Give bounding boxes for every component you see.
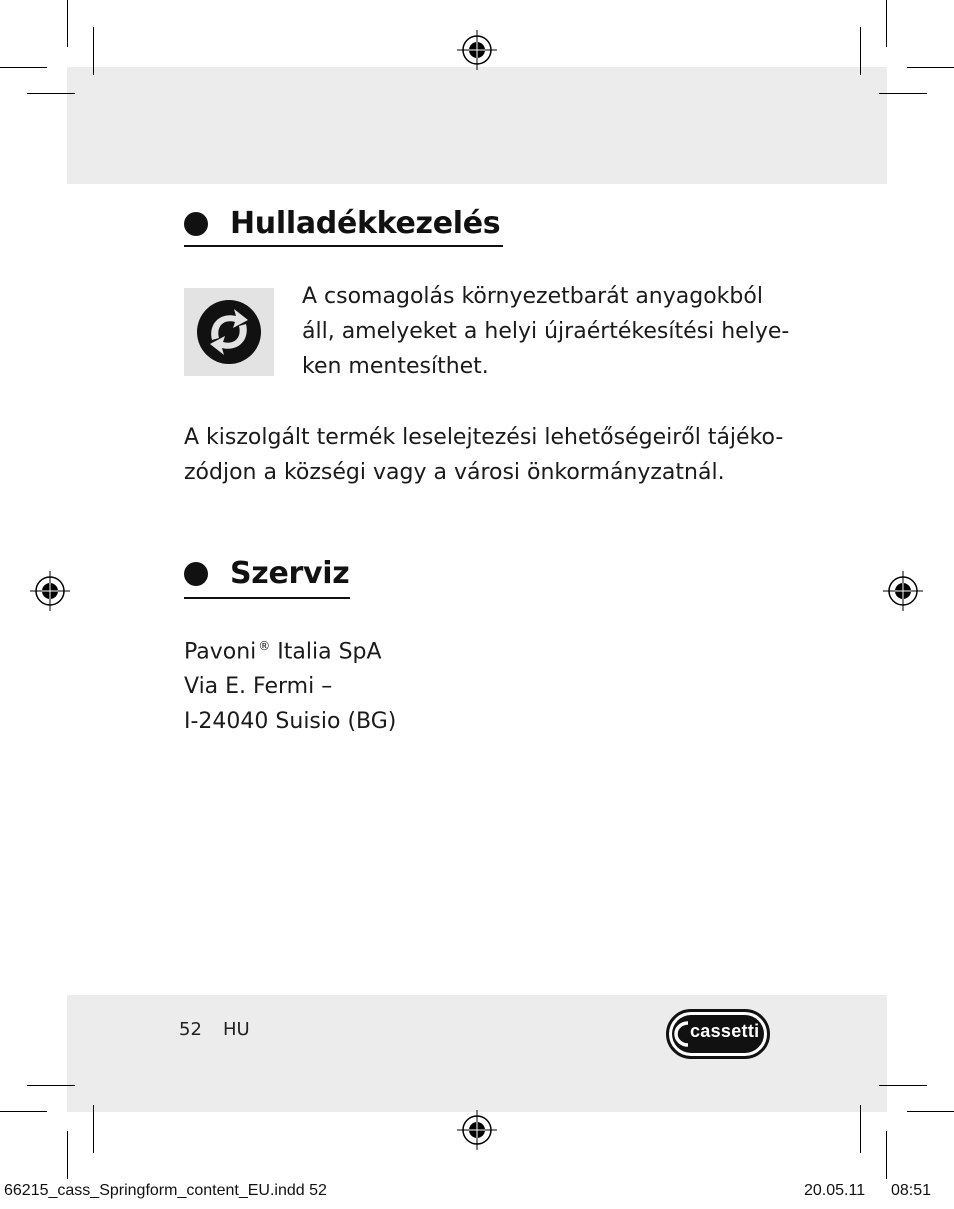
company-name: Pavoni xyxy=(184,639,257,665)
registration-mark-icon xyxy=(457,30,497,70)
section-heading-waste xyxy=(184,206,500,241)
recycle-paragraph xyxy=(302,279,789,384)
service-address xyxy=(184,629,396,739)
registration-mark-icon xyxy=(883,571,923,611)
header-band xyxy=(67,67,887,184)
section-heading-service xyxy=(184,556,349,591)
address-city: I-24040 Suisio (BG) xyxy=(184,709,397,735)
cassetti-logo xyxy=(666,1009,770,1059)
language-code: HU xyxy=(223,1019,250,1040)
heading-underline xyxy=(184,245,503,247)
slug-date: 20.05.11 xyxy=(804,1182,866,1199)
heading-underline xyxy=(184,597,350,599)
page-number: 52 xyxy=(179,1019,202,1040)
logo-text: cassetti xyxy=(690,1021,760,1041)
slug-time: 08:51 xyxy=(891,1182,932,1199)
company-suffix: Italia SpA xyxy=(270,639,382,665)
text-line: A csomagolás környezetbarát anyagokból xyxy=(302,284,763,309)
slug-filename: 66215_cass_Springform_content_EU.indd 52 xyxy=(4,1182,327,1199)
section-title: Szerviz xyxy=(230,556,350,591)
bullet-icon xyxy=(184,562,208,586)
registration-mark-icon xyxy=(30,571,70,611)
registration-mark-icon xyxy=(457,1110,497,1150)
text-line: áll, amelyeket a helyi újraértékesítési helye- xyxy=(302,319,790,344)
text-line: ken mentesíthet. xyxy=(302,354,489,379)
registered-mark: ® xyxy=(258,639,271,653)
text-line: zódjon a községi vagy a városi önkormányzatnál. xyxy=(184,460,725,485)
green-dot-recycle-icon xyxy=(184,288,274,376)
section-title: Hulladékkezelés xyxy=(230,206,501,241)
address-street: Via E. Fermi – xyxy=(184,674,333,700)
text-line: A kiszolgált termék leselejtezési lehetőségeiről tájéko- xyxy=(184,425,784,450)
bullet-icon xyxy=(184,212,208,236)
address-company xyxy=(184,629,396,669)
disposal-paragraph xyxy=(184,420,783,490)
